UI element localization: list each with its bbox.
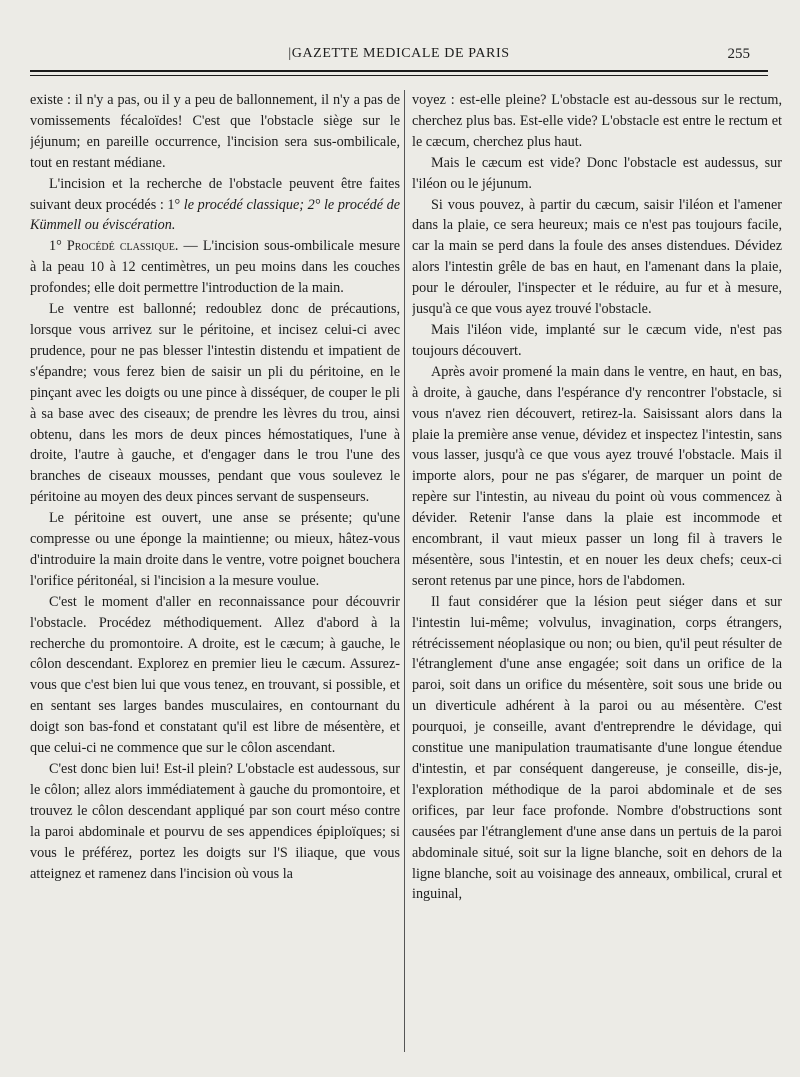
paragraph: Mais le cæcum est vide? Donc l'obstacle est audessus, sur l'iléon ou le jéjunum. [412,154,782,192]
paragraph-text: — L'incision sous-ombilicale mesure à la peau 10 à 12 centimètres, un peu moins dans les couches profondes; elle doit permettre l'introduction de la main. [30,238,400,297]
paragraph-text: L'incision et la recherche de l'obstacle peuvent être faites suivant deux procédés : 1° [30,175,400,213]
header-rule [30,70,768,72]
paragraph: existe : il n'y a pas, ou il y a peu de ballonnement, il n'y a pas de vomissements fécaloïdes! C'est que l'obstacle siège sur le jéjunum; en pareille occurrence, l'incision sera sus-ombilicale, tout en restant médiane. [30,92,400,171]
paragraph [30,236,400,299]
right-column [412,90,782,1060]
paragraph: Le péritoine est ouvert, une anse se présente; qu'une compresse ou une éponge la maintienne; ou mieux, hâtez-vous d'introduire la main droite dans le ventre, votre poignet bouchera l'orifice péritonéal, si l'incision a la mesure voulue. [30,510,400,589]
left-column [30,90,400,1060]
paragraph: Si vous pouvez, à partir du cæcum, saisir l'iléon et l'amener dans la plaie, ce sera heureux; mais ce n'est pas toujours facile, car la main se perd dans la foule des anses distendues. Dévidez alors l'intestin grêle de bas en haut, en l'amenant dans la plaie, pour le dérouler, l'inspecter et le réduire, au fur et à mesure, jusqu'à ce que vous ayez trouvé l'obstacle. [412,196,782,318]
paragraph: Mais l'iléon vide, implanté sur le cæcum vide, n'est pas toujours découvert. [412,321,782,359]
paragraph: voyez : est-elle pleine? L'obstacle est au-dessous sur le rectum, cherchez plus bas. Est-elle vide? L'obstacle est entre le rectum et le cæcum, cherchez plus haut. [412,92,782,150]
paragraph: Il faut considérer que la lésion peut siéger dans et sur l'intestin lui-même; volvulus, invagination, corps étrangers, rétrécissement néoplasique ou non; ou bien, qu'il peut résulter de l'étranglement d'une anse engagée; soit dans un orifice de la paroi, soit dans un orifice du mésentère, soit sous une bride ou un diverticule adhérent à la paroi ou au mésentère. C'est pourquoi, je conseille, avant d'entreprendre le dévidage, qui constitue une manipulation traumatisante d'une longue étendue d'intestin, et par conséquent dangereuse, je conseille, dis-je, l'exploration méthodique de la paroi abdominale et de ses orifices, par leur face profonde. Nombre d'obstructions sont causées par l'étranglement d'une anse dans un pertuis de la paroi abdominale situé, soit sur la ligne blanche, soit en dehors de la ligne blanche, soit au voisinage des anneaux, ombilical, crural et inguinal, [412,593,782,903]
paragraph: Le ventre est ballonné; redoublez donc de précautions, lorsque vous arrivez sur le péritoine, et incisez celui-ci avec prudence, pour ne pas blesser l'intestin distendu et impatient de s'épandre; vous ferez bien de saisir un pli du péritoine, en le pinçant avec les doigts ou une pince à disséquer, de couper le pli à sa base avec des ciseaux; de prendre les lèvres du trou, ainsi obtenu, dans les mors de deux pinces hémostatiques, l'une à droite, l'autre à gauche, et d'engager dans le trou l'une des branches de ciseaux mousses, pendant que vous soulevez le péritoine au moyen des deux pinces servant de suspenseurs. [30,301,400,506]
header-rule-thin [30,75,768,76]
running-title: |GAZETTE MEDICALE DE PARIS [288,46,510,61]
paragraph: Après avoir promené la main dans le ventre, en haut, en bas, à droite, à gauche, dans l'espérance d'y rencontrer l'obstacle, si vous n'avez rien découvert, retirez-la. Saisissant alors dans la plaie la première anse venue, dévidez et inspectez l'intestin, sans vous lasser, jusqu'à ce que vous ayez trouvé l'obstacle. Mais il importe alors, pour ne pas s'égarer, de marquer un point de repère sur l'intestin, au niveau du point où vous commencez à dévider. Retenir l'anse dans la plaie est incommode et encombrant, il vaut mieux passer un long fil à travers le mésentère, sous l'intestin, et en nouer les deux chefs; ceux-ci seront retenus par une pince, hors de l'abdomen. [412,363,782,589]
paragraph: C'est le moment d'aller en reconnaissance pour découvrir l'obstacle. Procédez méthodiquement. Allez d'abord à la recherche du promontoire. A droite, est le cæcum; à gauche, le côlon descendant. Explorez en premier lieu le cæcum. Assurez-vous que c'est bien lui que vous tenez, en trouvant, si possible, et en sentant ses larges bandes musculaires, en contournant du doigt son bas-fond et constatant qu'il est libre de mésentère, et que celui-ci ne commence que sur le côlon ascendant. [30,593,400,757]
section-heading: 1° Procédé classique. [49,238,179,255]
paragraph: C'est donc bien lui! Est-il plein? L'obstacle est audessous, sur le côlon; allez alors immédiatement à gauche du promontoire, et trouvez le côlon descendant appliqué par son court méso contre la paroi abdominale et pourvu de ses appendices épiploïques; si vous le préférez, portez les doigts sur l'S iliaque, que vous atteignez et ramenez dans l'incision où vous la [30,761,400,882]
page-header [30,46,768,68]
paragraph [30,174,400,237]
italic-text: le procédé classique; 2° le procédé de Kümmell ou éviscération. [30,196,400,234]
page-number: 255 [727,46,750,62]
column-divider [404,90,405,1052]
